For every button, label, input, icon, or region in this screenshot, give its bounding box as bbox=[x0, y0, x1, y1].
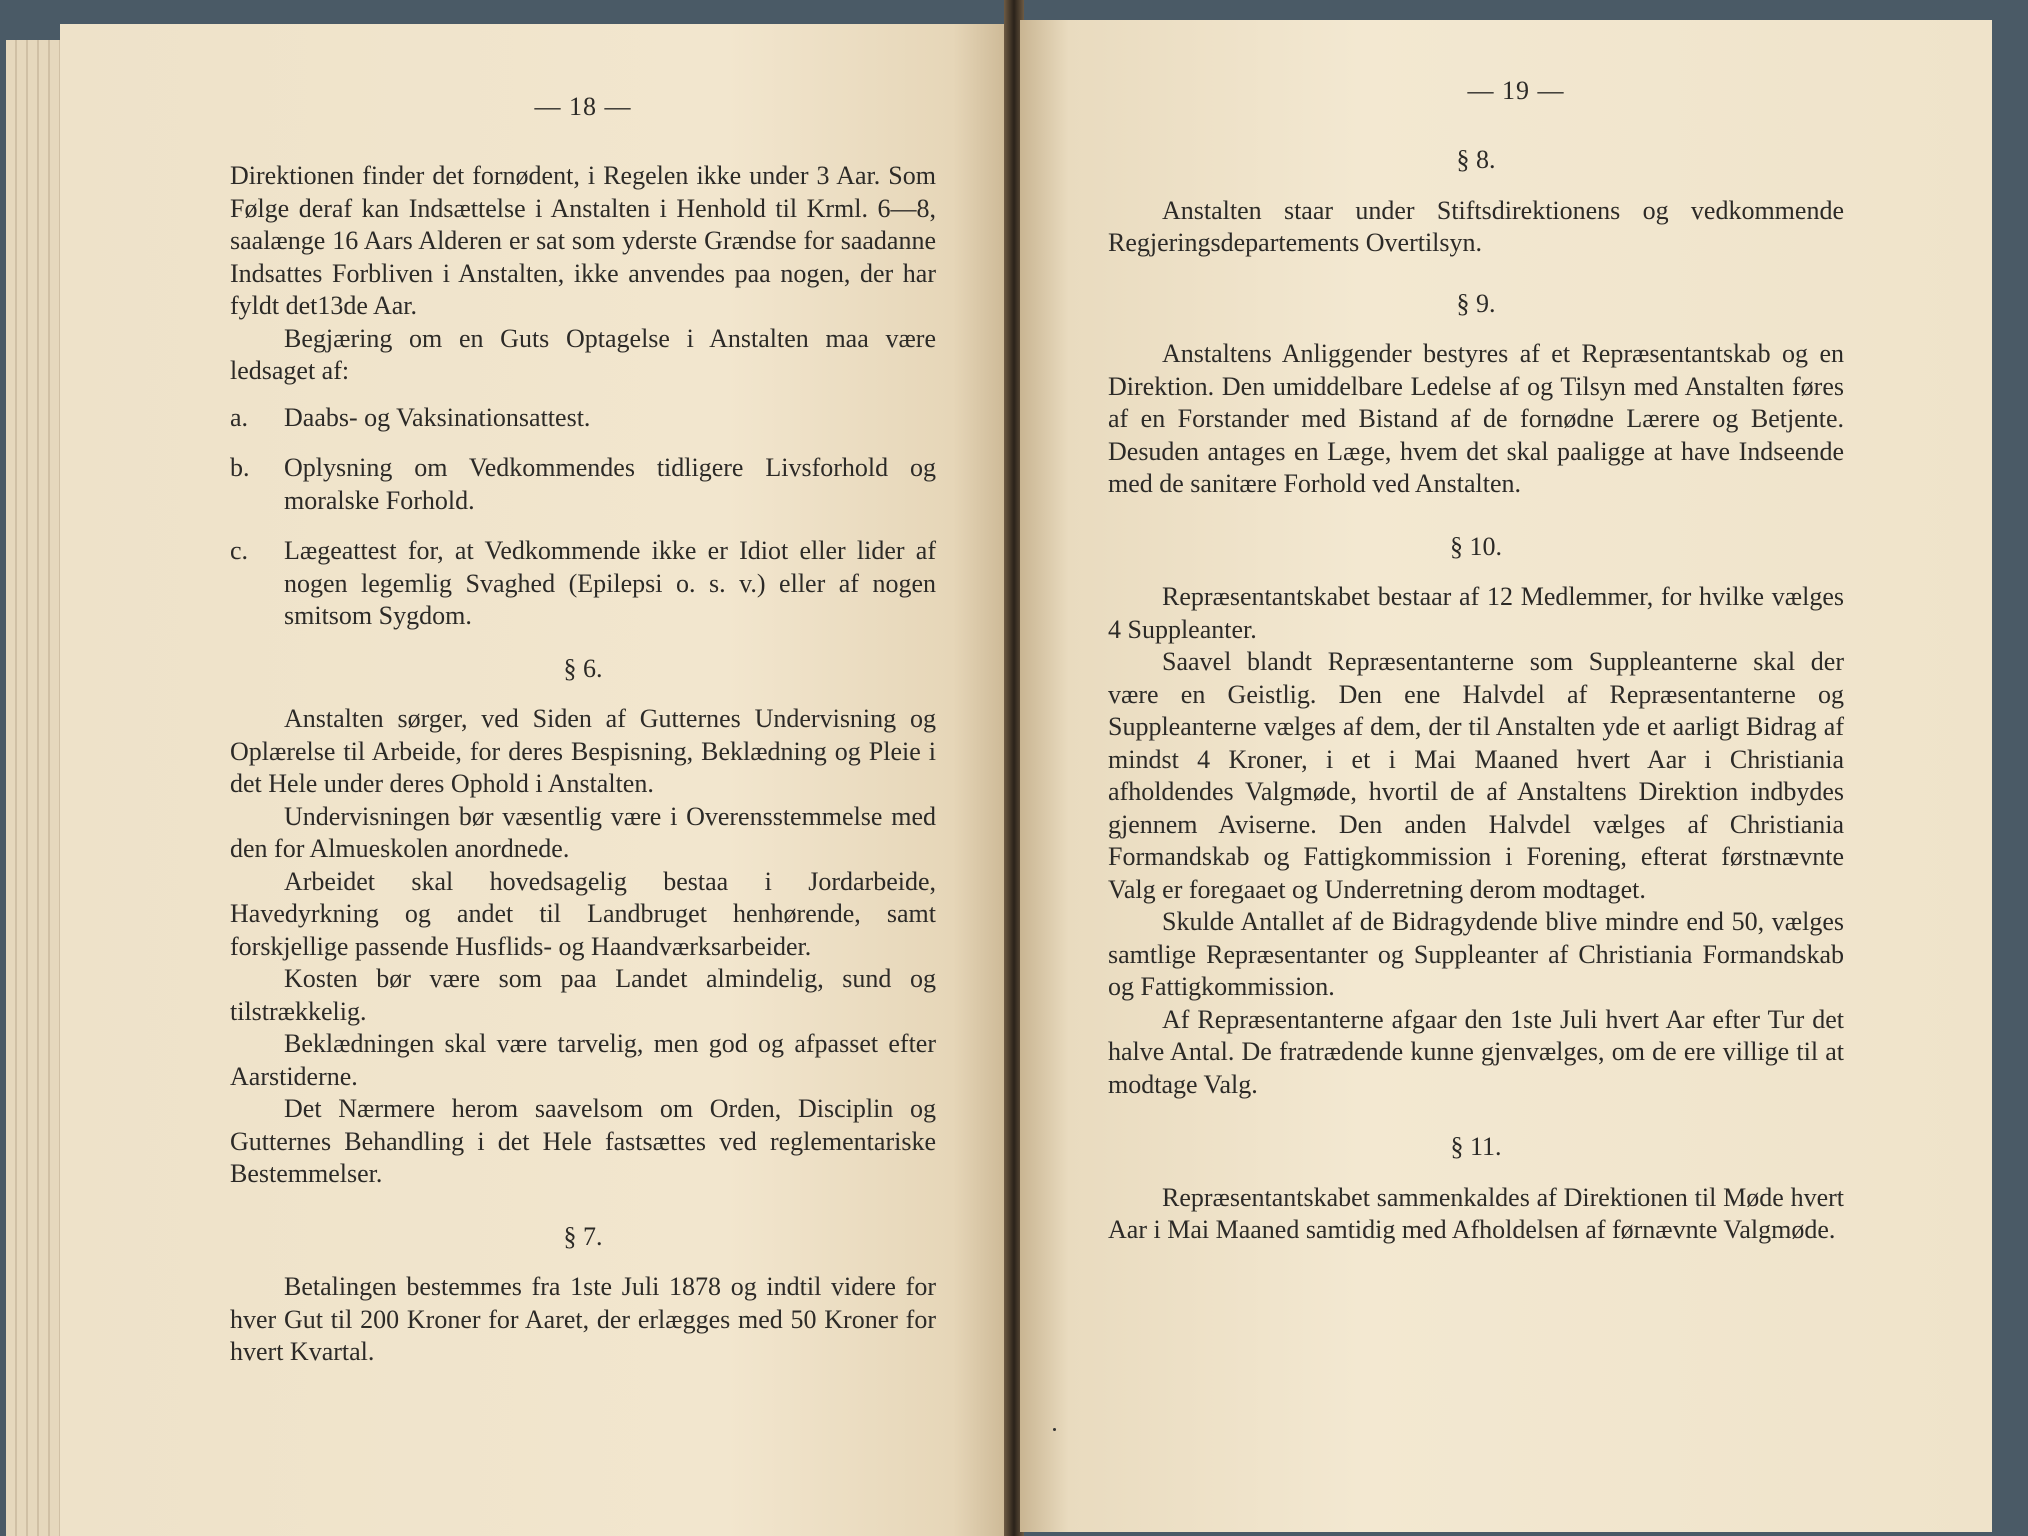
right-page bbox=[1020, 20, 1992, 1532]
paragraph: Anstaltens Anliggender bestyres af et Repræsentantskab og en Direktion. Den umiddelbare Ledelse af og Tilsyn med Anstalten føres af en Forstander med Bistand af de fornødne Lærere og Betjente. Desuden antages en Læge, hvem det skal paaligge at have Indseende med de sanitære Forhold ved Anstalten. bbox=[1108, 339, 1844, 498]
paragraph: Begjæring om en Guts Optagelse i Anstalten maa være ledsaget af: bbox=[230, 323, 936, 385]
section-heading: § 6. bbox=[563, 653, 603, 683]
list-item-text: Lægeattest for, at Vedkommende ikke er Idiot eller lider af nogen legemlig Svaghed (Epilepsi o. s. v.) eller af nogen smitsom Sygdom. bbox=[284, 536, 936, 630]
left-page bbox=[60, 24, 1010, 1536]
paragraph: Undervisningen bør væsentlig være i Overensstemmelse med den for Almueskolen anordnede. bbox=[230, 801, 936, 863]
list-item-label: a. bbox=[230, 402, 249, 432]
paragraph: Af Repræsentanterne afgaar den 1ste Juli hvert Aar efter Tur det halve Antal. De fratrædende kunne gjenvælges, om de ere villige til at modtage Valg. bbox=[1108, 1004, 1844, 1099]
paragraph: Betalingen bestemmes fra 1ste Juli 1878 og indtil videre for hver Gut til 200 Kroner for Aaret, der erlægges med 50 Kroner for hvert Kvartal. bbox=[230, 1272, 936, 1366]
section-heading: § 9. bbox=[1456, 288, 1496, 318]
paragraph: Repræsentantskabet sammenkaldes af Direktionen til Møde hvert Aar i Mai Maaned samtidig med Afholdelsen af førnævnte Valgmøde. bbox=[1108, 1182, 1844, 1244]
list-item-text: Daabs- og Vaksinationsattest. bbox=[284, 402, 591, 432]
page-number: — 19 — bbox=[1467, 76, 1565, 105]
ink-speck bbox=[1053, 1428, 1056, 1431]
page-number: — 18 — bbox=[534, 92, 632, 121]
paragraph: Direktionen finder det fornødent, i Regelen ikke under 3 Aar. Som Følge deraf kan Indsættelse i Anstalten i Henhold til Krml. 6—8, saalænge 16 Aars Alderen er sat som yderste Grændse for saadanne Indsattes Forbliven i Anstalten, ikke anvendes paa nogen, der har fyldt det13de Aar. bbox=[230, 161, 936, 320]
list-item-label: b. bbox=[230, 453, 250, 482]
list-item-text: Oplysning om Vedkommendes tidligere Livsforhold og moralske Forhold. bbox=[284, 453, 936, 515]
list-item bbox=[230, 535, 936, 633]
paragraph: Anstalten staar under Stiftsdirektionens og vedkommende Regjeringsdepartements Overtilsyn. bbox=[1108, 195, 1844, 257]
section-heading: § 8. bbox=[1456, 145, 1496, 174]
paragraph: Arbeidet skal hovedsagelig bestaa i Jordarbeide, Havedyrkning og andet til Landbruget henhørende, samt forskjellige passende Husflids- og Haandværksarbeider. bbox=[230, 866, 936, 961]
section-heading: § 11. bbox=[1450, 1132, 1502, 1161]
list-item bbox=[230, 452, 936, 517]
list-item bbox=[230, 402, 936, 435]
section-heading: § 10. bbox=[1450, 531, 1502, 561]
section-heading: § 7. bbox=[563, 1221, 603, 1251]
list-item-label: c. bbox=[230, 536, 249, 565]
right-page-text bbox=[1108, 144, 1844, 1247]
paragraph: Det Nærmere herom saavelsom om Orden, Disciplin og Gutternes Behandling i det Hele fastsættes ved reglementariske Bestemmelser. bbox=[230, 1094, 936, 1188]
paragraph: Kosten bør være som paa Landet almindelig, sund og tilstrækkelig. bbox=[230, 964, 936, 1026]
paragraph: Saavel blandt Repræsentanterne som Suppleanterne skal der være en Geistlig. Den ene Halvdel af Repræsentanterne og Suppleanterne vælges af dem, der til Anstalten yde et aarligt Bidrag af mindst 4 Kroner, i et i Mai Maaned hvert Aar i Christiania afholdendes Valgmøde, hvortil de af Anstaltens Direktion indbydes gjennem Aviserne. Den anden Halvdel vælges af Christiania Formandskab og Fattigkommission i Forening, efterat førstnævnte Valg er foregaaet og Underretning derom modtaget. bbox=[1108, 647, 1844, 904]
paragraph: Repræsentantskabet bestaar af 12 Medlemmer, for hvilke vælges 4 Suppleanter. bbox=[1108, 582, 1844, 644]
paragraph: Skulde Antallet af de Bidragydende blive mindre end 50, vælges samtlige Repræsentanter og Suppleanter af Christiania Formandskab og Fattigkommission. bbox=[1108, 907, 1844, 1001]
left-page-text bbox=[230, 160, 936, 1369]
paragraph: Beklædningen skal være tarvelig, men god og afpasset efter Aarstiderne. bbox=[230, 1029, 936, 1091]
paragraph: Anstalten sørger, ved Siden af Gutternes Undervisning og Oplærelse til Arbeide, for deres Bespisning, Beklædning og Pleie i det Hele under deres Ophold i Anstalten. bbox=[230, 704, 936, 798]
